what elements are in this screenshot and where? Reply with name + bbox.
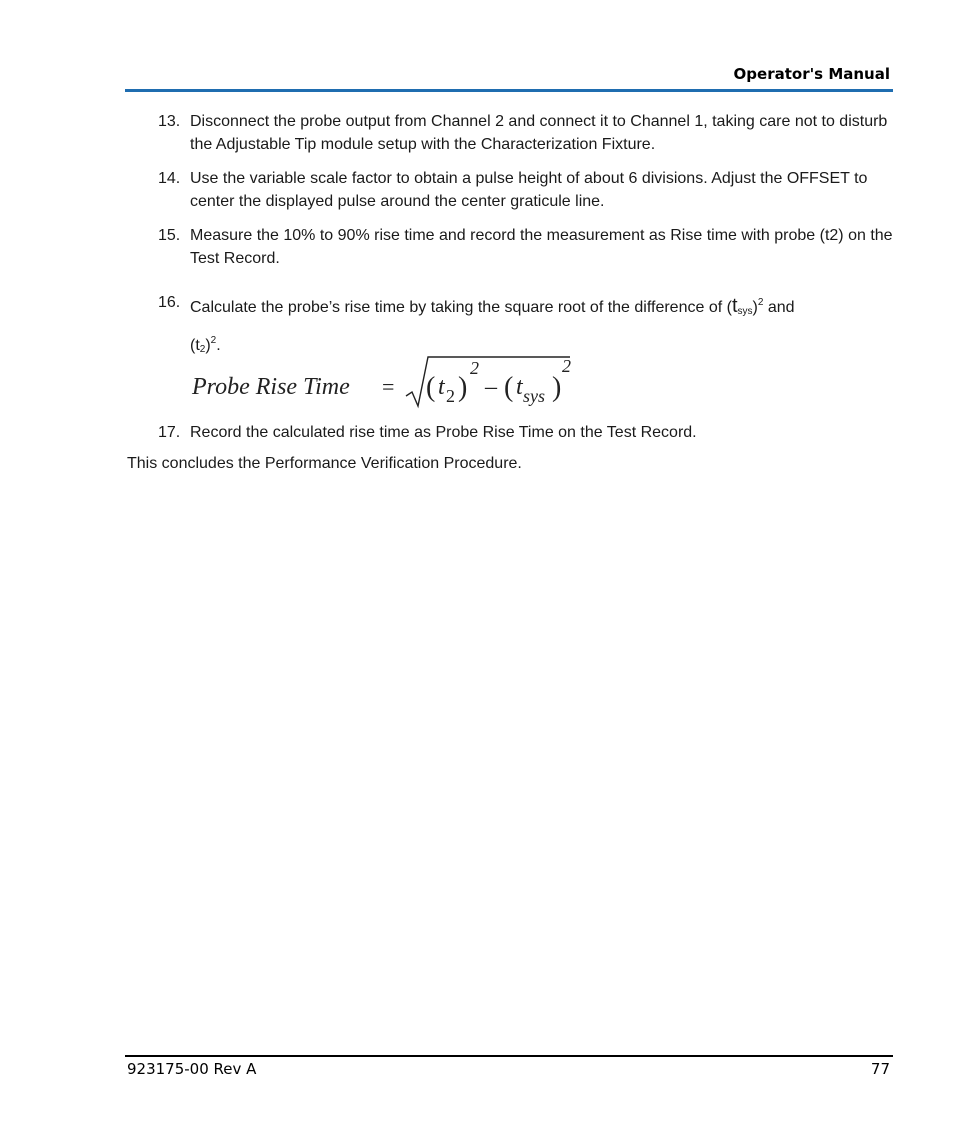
formula-sub-sys: sys xyxy=(523,386,545,406)
step-15 xyxy=(158,224,900,270)
step-text: Measure the 10% to 90% rise time and record the measurement as Rise time with probe (t2) on the Test Record. xyxy=(190,227,893,267)
formula-t-2: t xyxy=(516,374,523,400)
formula-sub-2: 2 xyxy=(446,386,455,406)
conclusion-text: This concludes the Performance Verification Procedure. xyxy=(127,455,522,472)
page-header-title: Operator's Manual xyxy=(733,65,890,83)
formula-open-paren-2: ( xyxy=(504,372,514,403)
period: . xyxy=(216,337,221,354)
rise-time-formula xyxy=(190,352,590,412)
sys-subscript: sys xyxy=(737,306,753,317)
formula-open-paren-1: ( xyxy=(426,372,436,403)
formula-minus: – xyxy=(485,374,497,400)
t2-exponent: 2 xyxy=(210,335,217,346)
footer-rule xyxy=(125,1055,893,1057)
t2-open: (t xyxy=(190,337,200,354)
step-14 xyxy=(158,167,900,213)
step-number: 17. xyxy=(158,424,181,441)
step-number: 14. xyxy=(158,170,181,187)
step-number: 15. xyxy=(158,227,181,244)
footer-doc-number: 923175-00 Rev A xyxy=(127,1060,257,1078)
header-rule xyxy=(125,89,893,92)
step-text: Record the calculated rise time as Probe Rise Time on the Test Record. xyxy=(190,424,697,441)
and-word: and xyxy=(763,299,795,316)
tsys-symbol: t xyxy=(731,295,738,317)
formula-close-paren-2: ) xyxy=(552,372,562,403)
formula-t-1: t xyxy=(438,374,445,400)
exponent: 2 xyxy=(757,297,764,308)
step-17 xyxy=(158,421,900,444)
step-text: Use the variable scale factor to obtain a pulse height of about 6 divisions. Adjust the OFFSET to center the displayed pulse around the center graticule line. xyxy=(190,170,868,210)
step-number: 16. xyxy=(158,294,181,311)
step-text: Calculate the probe’s rise time by taking the square root of the difference of ( xyxy=(190,299,732,316)
formula-equals: = xyxy=(382,374,395,399)
t2-close: ) xyxy=(205,337,211,354)
formula-close-paren-1: ) xyxy=(458,372,468,403)
footer-page-number: 77 xyxy=(870,1060,890,1078)
step-number: 13. xyxy=(158,113,181,130)
close-paren: ) xyxy=(752,299,758,316)
formula-exp-1: 2 xyxy=(470,358,479,378)
t2-subscript: 2 xyxy=(199,344,206,355)
formula-exp-2: 2 xyxy=(562,356,571,376)
step-13 xyxy=(158,110,900,156)
formula-label: Probe Rise Time xyxy=(192,374,350,400)
step-text: Disconnect the probe output from Channel 2 and connect it to Channel 1, taking care not to disturb the Adjustable Tip module setup with the Characterization Fixture. xyxy=(190,113,888,153)
